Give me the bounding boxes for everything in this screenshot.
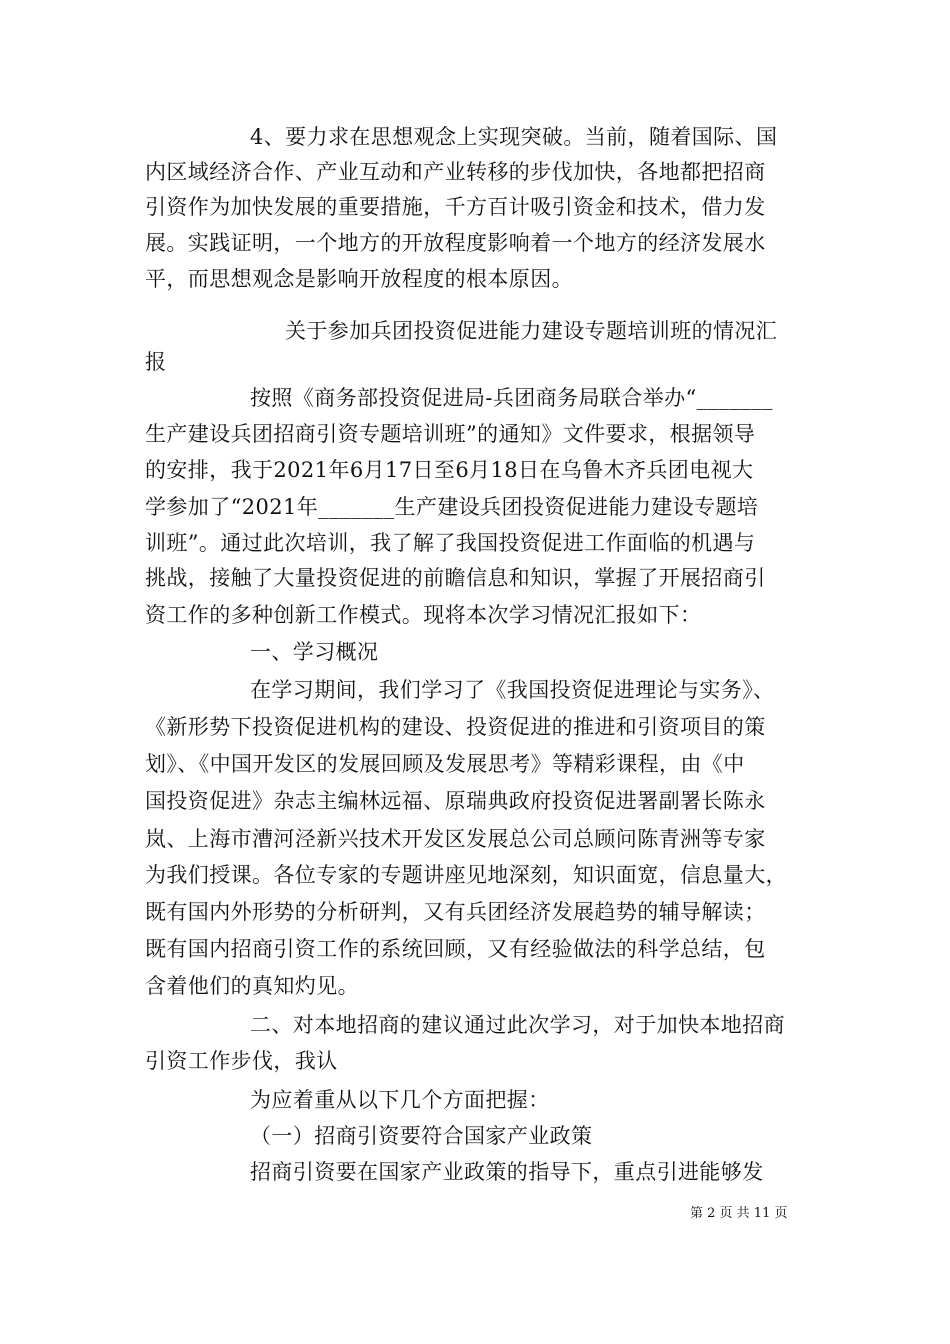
- text-line: 按照《商务部投资促进局-兵团商务局联合举办“_______: [250, 386, 773, 410]
- text-line: 资工作的多种创新工作模式。现将本次学习情况汇报如下：: [145, 603, 702, 627]
- text-line: 二、对本地招商的建议通过此次学习，对于加快本地招商: [250, 1013, 785, 1037]
- text-line: 既有国内外形势的分析研判，又有兵团经济发展趋势的辅导解读；: [145, 900, 766, 924]
- text-line: 引资作为加快发展的重要措施，千方百计吸引资金和技术，借力发: [145, 195, 766, 219]
- text-line: 4、要力求在思想观念上实现突破。当前，随着国际、国: [250, 125, 778, 149]
- text-line: 挑战，接触了大量投资促进的前瞻信息和知识，掌握了开展招商引: [145, 566, 766, 590]
- text-line: 平，而思想观念是影响开放程度的根本原因。: [145, 267, 573, 291]
- text-line: 一、学习概况: [250, 640, 379, 664]
- text-line: 既有国内招商引资工作的系统回顾，又有经验做法的科学总结，包: [145, 937, 766, 961]
- text-line: 为我们授课。各位专家的专题讲座见地深刻，知识面宽，信息量大，: [145, 863, 787, 887]
- text-line: 报: [145, 350, 167, 374]
- text-line: 《新形势下投资促进机构的建设、投资促进的推进和引资项目的策: [145, 715, 766, 739]
- text-line: 生产建设兵团招商引资专题培训班”的通知》文件要求，根据领导: [145, 422, 756, 446]
- text-line: 展。实践证明，一个地方的开放程度影响着一个地方的经济发展水: [145, 231, 766, 255]
- text-line: 学参加了“2021年_______生产建设兵团投资促进能力建设专题培: [145, 495, 759, 519]
- text-line: 内区域经济合作、产业互动和产业转移的步伐加快，各地都把招商: [145, 160, 766, 184]
- text-line: 含着他们的真知灼见。: [145, 974, 359, 998]
- text-line: 引资工作步伐，我认: [145, 1049, 338, 1073]
- text-line: 划》、《中国开发区的发展回顾及发展思考》等精彩课程，由《中: [145, 752, 745, 776]
- text-line: 岚、上海市漕河泾新兴技术开发区发展总公司总顾问陈青洲等专家: [145, 827, 766, 851]
- text-line: 在学习期间，我们学习了《我国投资促进理论与实务》、: [250, 678, 775, 702]
- text-line: （一）招商引资要符合国家产业政策: [250, 1124, 593, 1148]
- text-line: 为应着重从以下几个方面把握：: [250, 1088, 550, 1112]
- page-number-footer: 第 2 页 共 11 页: [690, 1206, 788, 1221]
- text-line: 的安排，我于2021年6月17日至6月18日在乌鲁木齐兵团电视大: [145, 458, 754, 482]
- text-line: 训班”。通过此次培训，我了解了我国投资促进工作面临的机遇与: [145, 531, 756, 555]
- text-line: 招商引资要在国家产业政策的指导下，重点引进能够发: [250, 1160, 764, 1184]
- text-line: 国投资促进》杂志主编林远福、原瑞典政府投资促进署副署长陈永: [145, 789, 766, 813]
- text-line: 关于参加兵团投资促进能力建设专题培训班的情况汇: [285, 319, 778, 343]
